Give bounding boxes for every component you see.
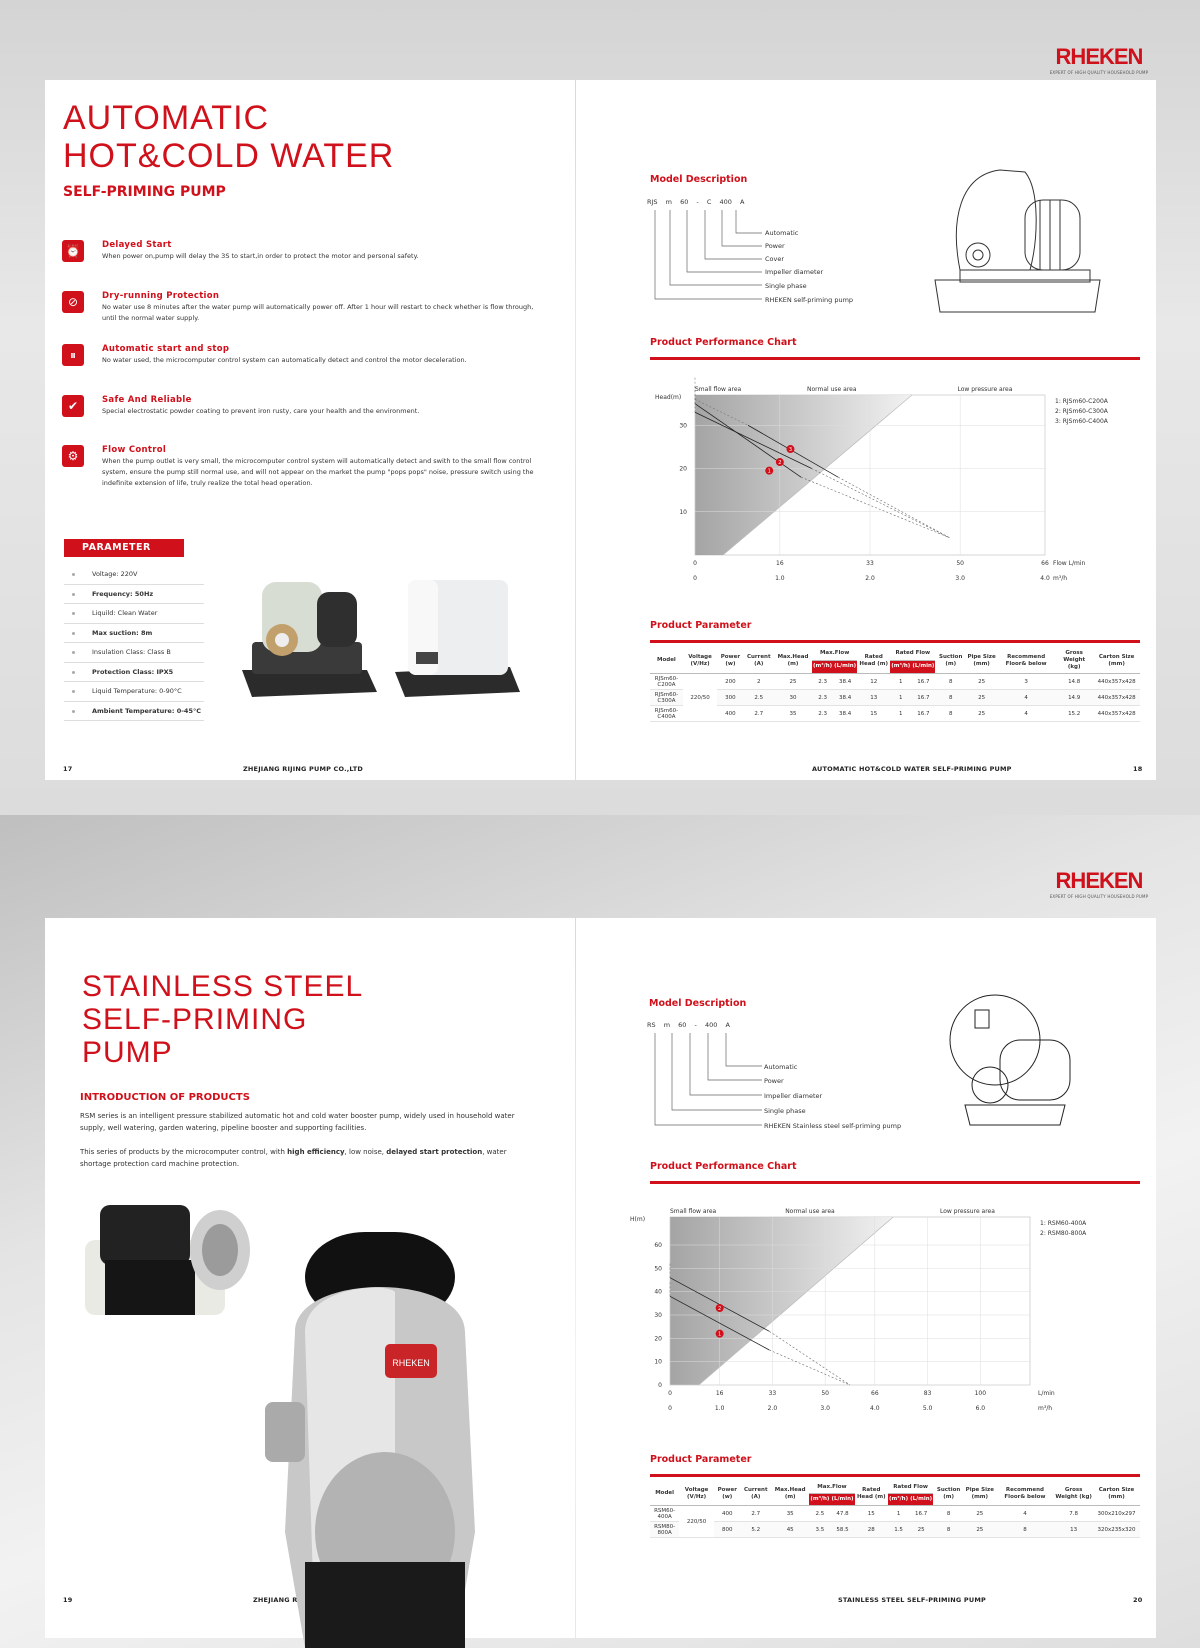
series-marker-label: 1	[718, 1331, 722, 1338]
table-cell: 800	[714, 1522, 741, 1538]
table-cell: 38.4	[833, 706, 857, 722]
table-cell: 2.5	[809, 1506, 830, 1522]
unit-header: (m³/h)	[809, 1494, 830, 1506]
parameter-item: Protection Class: IPX5	[64, 663, 204, 683]
table-row	[650, 1506, 1140, 1522]
table-cell: 38.4	[833, 690, 857, 706]
performance-chart-2	[630, 1197, 1145, 1427]
x-axis-label: L/min	[1038, 1390, 1055, 1397]
table-cell: 16.7	[909, 1506, 933, 1522]
col-header: Power (w)	[714, 1482, 741, 1506]
model-code-diagram-lines	[650, 205, 770, 305]
col-header: Max.Flow	[809, 1482, 854, 1494]
table-cell: 2.3	[812, 706, 833, 722]
model-label: Impeller diameter	[765, 268, 824, 276]
model-code-part: m	[663, 1021, 671, 1029]
parameter-table	[650, 648, 1140, 722]
feature-title: Automatic start and stop	[102, 344, 230, 354]
feature-flow-control	[62, 445, 542, 495]
col-header: Carton Size (mm)	[1093, 648, 1140, 674]
brand-logo	[1049, 868, 1149, 899]
model-label: Cover	[765, 255, 785, 263]
feature-auto-start-stop	[62, 344, 542, 374]
x-tick-label: 66	[871, 1390, 879, 1397]
table-cell: 200	[717, 674, 743, 690]
large-steel-pump-image	[265, 1232, 495, 1648]
x2-tick-label: 0	[668, 1405, 672, 1412]
parameter-item: Liquild: Clean Water	[64, 604, 204, 624]
area-label: Normal use area	[807, 386, 857, 393]
table-cell: 4	[997, 690, 1055, 706]
col-header: Rated Flow	[888, 1482, 933, 1494]
col-header: Current (A)	[744, 648, 774, 674]
brand-tagline: EXPERT OF HIGH QUALITY HOUSEHOLD PUMP	[1049, 894, 1149, 899]
model-label: Power	[765, 242, 785, 250]
col-header: Voltage (V/Hz)	[679, 1482, 714, 1506]
x2-axis-label: m³/h	[1038, 1405, 1053, 1412]
product-parameter-heading: Product Parameter	[650, 620, 752, 631]
table-cell: 1	[890, 674, 911, 690]
table-cell: 8	[996, 1522, 1055, 1538]
model-code-part: m	[665, 198, 672, 206]
y-tick-label: 0	[658, 1382, 662, 1389]
model-code-part: A	[725, 1021, 730, 1029]
sliders-icon: ⚙	[62, 445, 84, 467]
x2-tick-label: 5.0	[922, 1405, 933, 1412]
y-tick-label: 50	[654, 1265, 662, 1273]
col-header: Gross Weight (kg)	[1055, 648, 1093, 674]
table-cell: 25	[964, 1506, 996, 1522]
title-line: AUTOMATIC	[63, 99, 270, 137]
model-code-part: RJS	[647, 198, 658, 206]
table-cell-voltage: 220/50	[679, 1506, 714, 1538]
table-cell: 2	[744, 674, 774, 690]
x-tick-label: 33	[768, 1390, 777, 1397]
model-description-heading: Model Description	[649, 998, 747, 1009]
table-cell: 47.8	[830, 1506, 854, 1522]
performance-chart-heading: Product Performance Chart	[650, 337, 797, 348]
model-label: Single phase	[765, 282, 807, 290]
table-cell: 8	[933, 1522, 964, 1538]
table-cell: 2.7	[744, 706, 774, 722]
table-cell: 1.5	[888, 1522, 909, 1538]
col-header: Max.Head (m)	[774, 648, 812, 674]
red-rule	[650, 1181, 1140, 1184]
y-tick-label: 10	[679, 508, 687, 516]
col-header: Recommend Floor& below	[997, 648, 1055, 674]
col-header: Pipe Size (mm)	[966, 648, 997, 674]
table-row	[650, 706, 1140, 722]
x2-tick-label: 4.0	[1040, 575, 1050, 582]
product-parameter-heading: Product Parameter	[650, 1454, 752, 1465]
model-code-part: - C	[696, 198, 712, 206]
y-axis-label: Head(m)	[655, 394, 682, 401]
feature-title: Flow Control	[102, 445, 167, 455]
x2-tick-label: 1.0	[714, 1405, 725, 1412]
table-cell: RSM80-800A	[650, 1522, 679, 1538]
table-cell: RJSm60-C200A	[650, 674, 683, 690]
model-label: RHEKEN Stainless steel self-priming pump	[764, 1122, 902, 1130]
feature-desc: No water used, the microcomputer control system can automatically detect and control the motor deceleration.	[102, 356, 467, 364]
x-tick-label: 0	[693, 560, 697, 567]
table-cell: 13	[857, 690, 890, 706]
red-rule	[650, 640, 1140, 643]
table-cell: 38.4	[833, 674, 857, 690]
performance-chart-heading: Product Performance Chart	[650, 1161, 797, 1172]
page-number: 20	[1133, 1596, 1143, 1604]
red-rule	[650, 357, 1140, 360]
alarm-clock-icon: ⏰	[62, 240, 84, 262]
model-label: Single phase	[764, 1107, 806, 1115]
performance-chart-1	[645, 375, 1145, 595]
model-code-part: 400	[719, 198, 732, 206]
col-header: Voltage (V/Hz)	[683, 648, 717, 674]
table-cell: 2.5	[744, 690, 774, 706]
x2-tick-label: 0	[693, 575, 697, 582]
series-marker-label: 3	[788, 447, 793, 454]
legend-entry: 3: RJSm60-C400A	[1055, 418, 1108, 425]
y-tick-label: 20	[654, 1335, 662, 1343]
feature-title: Delayed Start	[102, 240, 172, 250]
parameter-item: Ambient Temperature: 0-45°C	[64, 702, 204, 722]
table-cell: 1	[890, 706, 911, 722]
table-cell: 45	[771, 1522, 809, 1538]
col-header: Pipe Size (mm)	[964, 1482, 996, 1506]
table-row	[650, 690, 1140, 706]
table-cell: 2.3	[812, 690, 833, 706]
model-label: Automatic	[765, 229, 799, 237]
pump-image-open	[232, 572, 382, 702]
area-label: Small flow area	[695, 386, 742, 393]
title-line: PUMP	[82, 1036, 173, 1069]
y-tick-label: 30	[679, 422, 687, 430]
intro-bold: delayed start protection	[386, 1148, 483, 1156]
table-cell: 35	[774, 706, 812, 722]
parameter-heading: PARAMETER	[64, 539, 184, 557]
table-cell: 4	[996, 1506, 1055, 1522]
col-header: Model	[650, 648, 683, 674]
intro-text-run: , water shortage protection card machine protection.	[80, 1148, 507, 1168]
model-code-part: 400	[704, 1021, 718, 1029]
table-cell: 25	[966, 674, 997, 690]
page-title	[82, 970, 363, 1069]
title-line: SELF-PRIMING	[82, 1003, 308, 1036]
title-line: HOT&COLD WATER	[63, 137, 395, 175]
y-tick-label: 60	[654, 1242, 662, 1249]
col-header: Power (w)	[717, 648, 743, 674]
table-cell: 16.7	[911, 706, 935, 722]
model-description-heading: Model Description	[650, 174, 748, 185]
table-cell: 320x235x320	[1093, 1522, 1140, 1538]
table-cell: RJSm60-C400A	[650, 706, 683, 722]
unit-header: (L/min)	[911, 660, 935, 673]
parameter-list	[64, 565, 204, 721]
table-cell: 14.9	[1055, 690, 1093, 706]
area-label: Normal use area	[785, 1208, 835, 1215]
unit-header: (m³/h)	[888, 1494, 909, 1506]
page-subtitle: SELF-PRIMING PUMP	[63, 184, 226, 200]
parameter-item: Insulation Class: Class B	[64, 643, 204, 663]
parameter-table	[650, 1482, 1140, 1538]
model-label: Automatic	[764, 1063, 798, 1071]
model-label: Impeller diameter	[764, 1092, 823, 1100]
x-tick-label: 33	[866, 560, 874, 567]
model-code-part: 60	[678, 1021, 687, 1029]
x2-tick-label: 3.0	[955, 575, 965, 582]
y-tick-label: 10	[654, 1358, 662, 1366]
table-cell: 440x357x428	[1093, 690, 1140, 706]
footer-company: ZHEJIANG R	[253, 1596, 298, 1604]
intro-text-run: , low noise,	[344, 1148, 387, 1156]
table-row	[650, 1522, 1140, 1538]
area-label: Low pressure area	[957, 386, 1013, 393]
pause-icon: ⏸	[62, 344, 84, 366]
unit-header: (L/min)	[909, 1494, 933, 1506]
table-cell-voltage: 220/50	[683, 674, 717, 722]
col-header: Current (A)	[741, 1482, 772, 1506]
table-cell: 8	[933, 1506, 964, 1522]
table-cell: 7.8	[1054, 1506, 1093, 1522]
area-label: Low pressure area	[940, 1208, 995, 1215]
feature-desc: Special electrostatic powder coating to prevent iron rusty, care your health and the environment.	[102, 407, 420, 415]
page-subtitle: INTRODUCTION OF PRODUCTS	[80, 1092, 250, 1103]
table-cell: 13	[1054, 1522, 1093, 1538]
legend-entry: 2: RJSm60-C300A	[1055, 408, 1108, 415]
feature-title: Dry-running Protection	[102, 291, 220, 301]
table-cell: 400	[714, 1506, 741, 1522]
feature-delayed-start	[62, 240, 542, 270]
small-steel-pump-image	[80, 1200, 250, 1340]
model-label: Power	[764, 1077, 784, 1085]
footer-product: AUTOMATIC HOT&COLD WATER SELF-PRIMING PUMP	[812, 765, 1012, 773]
table-cell: 15	[855, 1506, 889, 1522]
table-cell: 8	[935, 706, 966, 722]
unit-header: (m³/h)	[890, 660, 911, 673]
y-axis-label: H(m)	[630, 1216, 646, 1223]
table-cell: 25	[774, 674, 812, 690]
table-cell: 15	[857, 706, 890, 722]
table-cell: 440x357x428	[1093, 706, 1140, 722]
brand-logo	[1049, 44, 1149, 75]
feature-safe-reliable	[62, 395, 542, 425]
brand-tagline: EXPERT OF HIGH QUALITY HOUSEHOLD PUMP	[1049, 70, 1149, 75]
x2-axis-label: m³/h	[1053, 575, 1068, 582]
feature-desc: No water use 8 minutes after the water pump will automatically power off. After 1 hour will restart to check whether is flow through, until the normal water supply.	[102, 303, 534, 322]
col-header: Recommend Floor& below	[996, 1482, 1055, 1506]
model-code-diagram-lines	[650, 1028, 770, 1128]
intro-text	[80, 1110, 520, 1170]
table-cell: RSM60-400A	[650, 1506, 679, 1522]
parameter-item: Max suction: 8m	[64, 624, 204, 644]
table-row	[650, 674, 1140, 690]
x2-tick-label: 6.0	[975, 1405, 986, 1412]
table-cell: 8	[935, 674, 966, 690]
page-title	[63, 99, 394, 175]
area-label: Small flow area	[670, 1208, 717, 1215]
table-cell: 28	[855, 1522, 889, 1538]
table-cell: 400	[717, 706, 743, 722]
table-cell: 30	[774, 690, 812, 706]
page-number: 18	[1133, 765, 1143, 773]
col-header: Rated Head (m)	[857, 648, 890, 674]
x2-tick-label: 3.0	[820, 1405, 830, 1412]
parameter-item: Liquid Temperature: 0-90°C	[64, 682, 204, 702]
x2-tick-label: 4.0	[870, 1405, 880, 1412]
footer-company: ZHEJIANG RIJING PUMP CO.,LTD	[243, 765, 363, 773]
x-tick-label: 16	[715, 1390, 724, 1397]
col-header: Max.Head (m)	[771, 1482, 809, 1506]
table-cell: 58.5	[830, 1522, 854, 1538]
intro-text-run: This series of products by the microcomputer control, with	[80, 1148, 288, 1156]
parameter-item: Frequency: 50Hz	[64, 585, 204, 605]
pump-image-covered	[390, 572, 530, 702]
col-header: Suction (m)	[935, 648, 966, 674]
table-cell: 2.3	[812, 674, 833, 690]
model-code-part: A	[739, 198, 745, 206]
parameter-item: Voltage: 220V	[64, 565, 204, 585]
model-label: RHEKEN self-priming pump	[765, 296, 854, 304]
model-code-part: RS	[647, 1021, 656, 1029]
table-cell: 25	[909, 1522, 933, 1538]
no-water-icon: ⊘	[62, 291, 84, 313]
unit-header: (L/min)	[830, 1494, 854, 1506]
intro-paragraph: RSM series is an intelligent pressure stabilized automatic hot and cold water booster pump, widely used in household water supply, well watering, garden watering, pipeline booster and supporting facilities.	[80, 1112, 515, 1132]
brand-name: RHEKEN	[1055, 44, 1143, 69]
x2-tick-label: 2.0	[865, 575, 875, 582]
stainless-pump-line-drawing	[945, 985, 1085, 1135]
intro-bold: high efficiency	[287, 1148, 345, 1156]
col-header: Suction (m)	[933, 1482, 964, 1506]
model-code-part: -	[694, 1021, 697, 1029]
table-cell: 25	[964, 1522, 996, 1538]
x-tick-label: 83	[923, 1390, 932, 1397]
table-cell: 12	[857, 674, 890, 690]
table-cell: 1	[888, 1506, 909, 1522]
feature-desc: When the pump outlet is very small, the microcomputer control system will automatically detect and swith to the small flow control system, ensure the pump still normal use, and will not appear on the market the pump "pops pops" noise, pressure switch using the indefinite extension of life, truly realize the total head operation.	[102, 457, 534, 487]
x-tick-label: 0	[668, 1390, 672, 1397]
table-cell: 15.2	[1055, 706, 1093, 722]
table-cell: 16.7	[911, 674, 935, 690]
page-number: 17	[63, 765, 73, 773]
table-cell: 35	[771, 1506, 809, 1522]
red-rule	[650, 1474, 1140, 1477]
unit-header: (L/min)	[833, 660, 857, 673]
y-tick-label: 20	[679, 465, 687, 473]
feature-title: Safe And Reliable	[102, 395, 192, 405]
series-marker-label: 1	[767, 468, 771, 475]
x2-tick-label: 1.0	[775, 575, 785, 582]
title-line: STAINLESS STEEL	[82, 970, 364, 1003]
y-tick-label: 30	[654, 1312, 662, 1319]
x-axis-label: Flow L/min	[1053, 560, 1086, 567]
col-header: Model	[650, 1482, 679, 1506]
table-cell: 5.2	[741, 1522, 772, 1538]
table-cell: 1	[890, 690, 911, 706]
col-header: Rated Head (m)	[855, 1482, 889, 1506]
legend-entry: 1: RSM60-400A	[1040, 1220, 1087, 1227]
x-tick-label: 50	[821, 1390, 829, 1397]
intro-paragraph	[80, 1146, 520, 1170]
feature-dry-running	[62, 291, 542, 331]
table-cell: 25	[966, 706, 997, 722]
pump-brand-label: RHEKEN	[392, 1358, 430, 1368]
col-header: Max.Flow	[812, 648, 857, 660]
x-tick-label: 16	[776, 560, 784, 567]
pump-line-drawing	[930, 160, 1110, 320]
table-cell: 4	[997, 706, 1055, 722]
y-tick-label: 40	[654, 1288, 662, 1296]
table-cell: 3.5	[809, 1522, 830, 1538]
x-tick-label: 100	[974, 1390, 987, 1397]
brand-name: RHEKEN	[1055, 868, 1143, 893]
table-cell: 25	[966, 690, 997, 706]
series-marker-label: 2	[718, 1306, 722, 1312]
col-header: Carton Size (mm)	[1093, 1482, 1140, 1506]
shield-icon: ✔	[62, 395, 84, 417]
x-tick-label: 50	[956, 560, 964, 567]
unit-header: (m³/h)	[812, 660, 833, 673]
page-number: 19	[63, 1596, 73, 1604]
table-cell: 14.8	[1055, 674, 1093, 690]
table-cell: 8	[935, 690, 966, 706]
table-cell: RJSm60-C300A	[650, 690, 683, 706]
table-cell: 2.7	[741, 1506, 772, 1522]
footer-product: STAINLESS STEEL SELF-PRIMING PUMP	[838, 1596, 987, 1604]
table-cell: 3	[997, 674, 1055, 690]
col-header: Gross Weight (kg)	[1054, 1482, 1093, 1506]
table-cell: 440x357x428	[1093, 674, 1140, 690]
table-cell: 300	[717, 690, 743, 706]
table-cell: 16.7	[911, 690, 935, 706]
feature-desc: When power on,pump will delay the 3S to start,in order to protect the motor and personal safety.	[102, 252, 419, 260]
col-header: Rated Flow	[890, 648, 935, 660]
legend-entry: 2: RSM80-800A	[1040, 1230, 1087, 1237]
legend-entry: 1: RJSm60-C200A	[1055, 398, 1108, 405]
x2-tick-label: 2.0	[767, 1405, 778, 1412]
series-marker-label: 2	[778, 460, 782, 467]
x-tick-label: 66	[1041, 560, 1049, 567]
table-cell: 300x210x297	[1093, 1506, 1140, 1522]
model-code-part: 60	[680, 198, 689, 206]
